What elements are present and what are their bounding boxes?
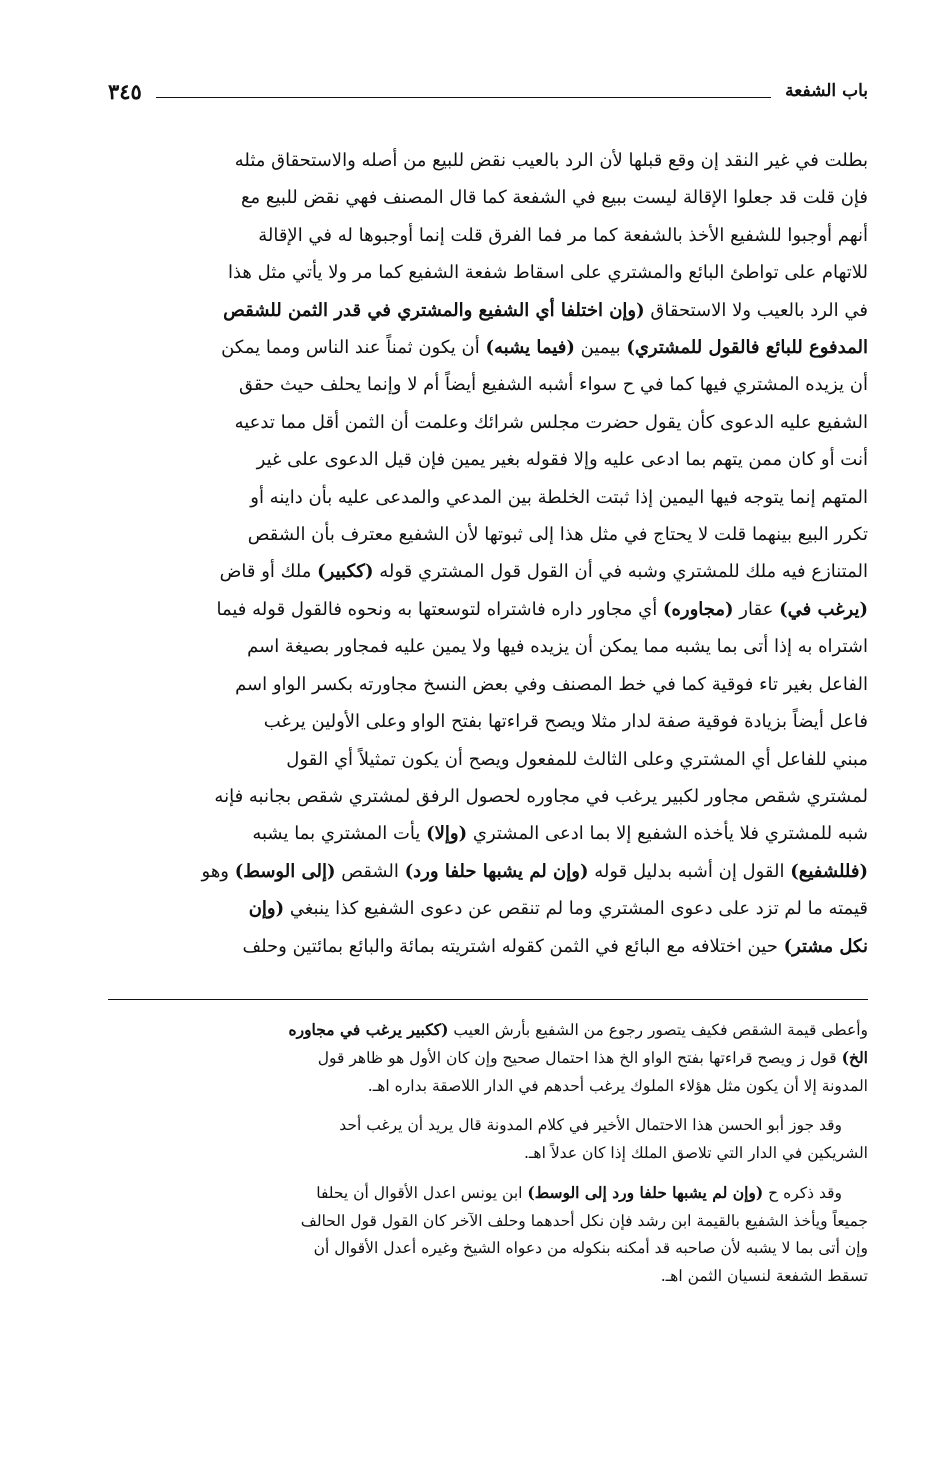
text-line: وإن أتى بما لا يشبه لأن صاحبه قد أمكنه بنكوله من دعواه الشيخ وغيره أعدل الأقوال أن [313, 1239, 868, 1258]
text-line: تكرر البيع بينهما قلت لا يحتاج في مثل هذا إلى ثبوتها لأن الشفيع معترف بأن الشقص [247, 524, 868, 546]
note-paragraph [108, 1179, 868, 1290]
text-line: مبني للفاعل أي المشتري وعلى الثالث للمفعول ويصح أن يكون تمثيلاً أي القول [286, 748, 868, 770]
page-number: ٣٤٥ [108, 78, 142, 104]
text-line: فإن قلت قد جعلوا الإقالة ليست ببيع في الشفعة كما قال المصنف فهي نقض للبيع مع [240, 187, 868, 209]
commentary-text: بيمين [580, 337, 621, 359]
note-text: وأعطى قيمة الشقص فكيف يتصور رجوع من الشفيع بأرش العيب [453, 1020, 868, 1039]
matn-text: المدفوع للبائع فالقول للمشتري) [626, 337, 868, 359]
text-line: المتهم إنما يتوجه فيها اليمين إذا ثبتت الخلطة بين المدعي والمدعى عليه بأن داينه أو [250, 486, 868, 508]
commentary-text: يأت المشتري بما يشبه [252, 823, 421, 845]
commentary-text: ملك أو قاض [219, 561, 312, 583]
text-line [108, 329, 868, 366]
text-line: وقد جوز أبو الحسن هذا الاحتمال الأخير في كلام المدونة قال يريد أن يرغب أحد [339, 1116, 842, 1135]
matn-text: (وإن [248, 898, 285, 920]
text-line: أن يزيده المشتري فيها كما في ح سواء أشبه الشفيع أيضاً أم لا وإنما يحلف حيث حقق [239, 374, 868, 396]
header-rule [156, 97, 771, 98]
matn-text: (وإلا) [426, 823, 468, 845]
matn-text: (وإن اختلفا أي الشفيع والمشتري في قدر الثمن للشقص [223, 299, 645, 321]
note-heading: الخ) [841, 1048, 868, 1068]
commentary-text: قيمته ما لم تزد على دعوى المشتري وما لم تنقص عن دعوى الشفيع كذا ينبغي [289, 898, 868, 920]
text-line: أنهم أوجبوا للشفيع الأخذ بالشفعة كما مر فما الفرق قلت إنما أوجبوها له في الإقالة [258, 224, 868, 246]
text-line: للاتهام على تواطئ البائع والمشتري على اسقاط شفعة الشفيع كما مر ولا يأتي مثل هذا [227, 262, 868, 284]
text-line [108, 1044, 868, 1073]
note-text: وقد ذكره ح [768, 1184, 842, 1203]
text-line: لمشتري شقص مجاور لكبير يرغب في مجاوره لحصول الرفق لمشتري شقص بجانبه فإنه [214, 785, 868, 807]
book-page [108, 74, 868, 1302]
matn-text: (مجاوره) [662, 598, 734, 620]
text-line: اشتراه به إذا أتى بما يشبه مما يمكن أن يزيده فيها ولا يمين عليه فمجاور بصيغة اسم [247, 636, 868, 658]
note-paragraph [108, 1112, 868, 1167]
text-line: جميعاً ويأخذ الشفيع بالقيمة ابن رشد فإن نكل أحدهما وحلف الآخر كان القول قول الحالف [300, 1211, 868, 1230]
text-line: الفاعل بغير تاء فوقية كما في خط المصنف وفي بعض النسخ مجاورته بكسر الواو اسم [235, 673, 868, 695]
commentary-text: حين اختلافه مع البائع في الثمن كقوله اشتريته بمائة والبائع بمائتين وحلف [242, 935, 778, 957]
commentary-text: الشقص [341, 860, 399, 882]
note-text: ابن يونس اعدل الأقوال أن يحلفا [316, 1184, 523, 1203]
text-line: المدونة إلا أن يكون مثل هؤلاء الملوك يرغب أحدهم في الدار اللاصقة بداره اهـ. [367, 1076, 868, 1095]
text-line [108, 1016, 868, 1045]
text-line [108, 553, 868, 590]
main-text [108, 142, 868, 965]
matn-text: (فللشفيع) [790, 860, 868, 882]
chapter-title: باب الشفعة [785, 81, 868, 101]
note-heading: (وإن لم يشبها حلفا ورد إلى الوسط) [527, 1183, 764, 1203]
matn-text: (وإن لم يشبها حلفا ورد) [404, 860, 589, 882]
margin-notes [108, 1016, 868, 1291]
text-line: الشريكين في الدار التي تلاصق الملك إذا كان عدلاً اهـ. [523, 1143, 868, 1162]
commentary-text: المتنازع فيه ملك للمشتري وشبه في أن القول قول المشتري قوله [379, 561, 868, 583]
text-line: الشفيع عليه الدعوى كأن يقول حضرت مجلس شرائك وعلمت أن الثمن أقل مما تدعيه [234, 411, 868, 433]
matn-text: (يرغب في) [779, 598, 868, 620]
commentary-text: أن يكون ثمناً عند الناس ومما يمكن [221, 337, 480, 359]
commentary-text: عقار [739, 598, 774, 620]
note-heading: (ككبير يرغب في مجاوره [288, 1019, 449, 1039]
note-text: قول ز ويصح قراءتها بفتح الواو الخ هذا احتمال صحيح وإن كان الأول هو ظاهر قول [317, 1049, 837, 1068]
commentary-text: القول إن أشبه بدليل قوله [594, 860, 785, 882]
footnote-separator [108, 999, 868, 1000]
note-paragraph [108, 1016, 868, 1101]
text-line: بطلت في غير النقد إن وقع قبلها لأن الرد بالعيب نقض للبيع من أصله والاستحقاق مثله [234, 150, 868, 171]
text-line [108, 815, 868, 852]
text-line [108, 890, 868, 927]
text-line: فاعل أيضاً بزيادة فوقية صفة لدار مثلا ويصح قراءتها بفتح الواو وعلى الأولين يرغب [263, 711, 868, 733]
matn-text: (فيما يشبه) [485, 337, 575, 359]
commentary-text: شبه للمشتري فلا يأخذه الشفيع إلا بما ادعى المشتري [472, 823, 868, 845]
running-header [108, 74, 868, 108]
text-line [108, 292, 868, 329]
text-line: تسقط الشفعة لنسيان الثمن اهـ. [660, 1266, 868, 1285]
matn-text: (إلى الوسط) [234, 860, 336, 882]
commentary-text: وهو [201, 860, 229, 882]
text-line [108, 591, 868, 628]
text-line [108, 1179, 868, 1208]
text-line [108, 928, 868, 965]
commentary-text: أي مجاور داره فاشتراه لتوسعتها به ونحوه فالقول قوله فيما [216, 598, 658, 620]
text-line [108, 853, 868, 890]
matn-text: نكل مشتر) [783, 935, 868, 957]
matn-text: (ككبير) [317, 561, 374, 583]
text-line: أنت أو كان ممن يتهم بما ادعى عليه وإلا فقوله بغير يمين فإن قيل الدعوى على غير [256, 449, 868, 471]
commentary-text: في الرد بالعيب ولا الاستحقاق [650, 299, 868, 321]
